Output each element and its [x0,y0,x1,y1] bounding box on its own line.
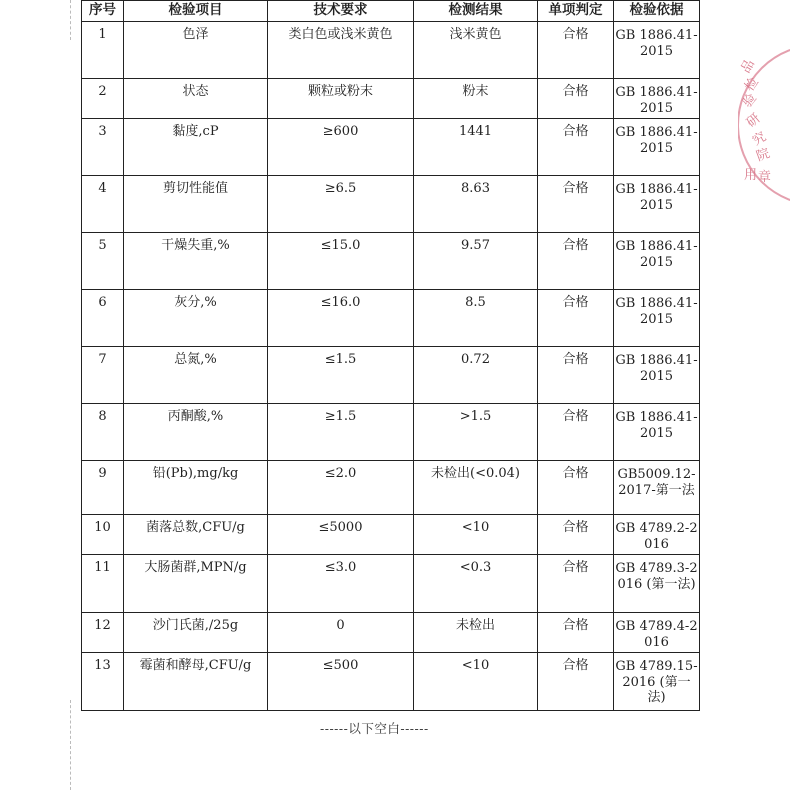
cell-result: 浅米黄色 [414,22,538,79]
cell-result: 9.57 [414,233,538,290]
cell-requirement: ≤2.0 [268,461,414,515]
cell-no: 11 [82,555,124,613]
table-row [82,613,700,653]
cell-verdict: 合格 [538,176,614,233]
cell-no: 12 [82,613,124,653]
cell-no: 4 [82,176,124,233]
cell-basis: GB 4789.15-2016 (第一法) [614,653,700,711]
table-row [82,233,700,290]
cell-requirement: 颗粒或粉末 [268,79,414,119]
cell-requirement: ≤3.0 [268,555,414,613]
cell-requirement: ≥6.5 [268,176,414,233]
cell-no: 9 [82,461,124,515]
cell-item: 沙门氏菌,/25g [124,613,268,653]
cell-result: <10 [414,515,538,555]
cell-basis: GB 4789.3-2016 (第一法) [614,555,700,613]
binding-margin-bottom [70,700,73,790]
table-row [82,347,700,404]
cell-verdict: 合格 [538,22,614,79]
cell-requirement: ≥1.5 [268,404,414,461]
header-basis: 检验依据 [614,1,700,22]
cell-basis: GB 1886.41-2015 [614,233,700,290]
cell-no: 8 [82,404,124,461]
cell-result: <0.3 [414,555,538,613]
table-row [82,176,700,233]
cell-item: 霉菌和酵母,CFU/g [124,653,268,711]
cell-basis: GB 1886.41-2015 [614,22,700,79]
cell-item: 丙酮酸,% [124,404,268,461]
cell-requirement: 类白色或浅米黄色 [268,22,414,79]
cell-basis: GB 1886.41-2015 [614,119,700,176]
cell-basis: GB 1886.41-2015 [614,79,700,119]
seal-char: 研 [743,111,764,131]
cell-item: 色泽 [124,22,268,79]
cell-result: 8.63 [414,176,538,233]
cell-item: 剪切性能值 [124,176,268,233]
table-row [82,653,700,711]
cell-result: 8.5 [414,290,538,347]
cell-requirement: ≤5000 [268,515,414,555]
cell-result: >1.5 [414,404,538,461]
table-row [82,79,700,119]
seal-char: 院 [754,146,772,165]
cell-requirement: ≤15.0 [268,233,414,290]
cell-result: <10 [414,653,538,711]
cell-item: 大肠菌群,MPN/g [124,555,268,613]
header-verdict: 单项判定 [538,1,614,22]
cell-item: 灰分,% [124,290,268,347]
cell-no: 7 [82,347,124,404]
cell-verdict: 合格 [538,515,614,555]
cell-verdict: 合格 [538,653,614,711]
cell-basis: GB 1886.41-2015 [614,404,700,461]
cell-result: 未检出 [414,613,538,653]
inspection-seal [738,40,790,210]
cell-verdict: 合格 [538,555,614,613]
cell-result: 0.72 [414,347,538,404]
cell-requirement: ≤1.5 [268,347,414,404]
cell-requirement: ≤16.0 [268,290,414,347]
cell-item: 干燥失重,% [124,233,268,290]
cell-basis: GB 1886.41-2015 [614,347,700,404]
seal-char: 检 [742,75,763,95]
cell-item: 铅(Pb),mg/kg [124,461,268,515]
cell-verdict: 合格 [538,404,614,461]
header-requirement: 技术要求 [268,1,414,22]
table-row [82,290,700,347]
cell-requirement: ≥600 [268,119,414,176]
table-row [82,119,700,176]
cell-no: 13 [82,653,124,711]
cell-requirement: 0 [268,613,414,653]
cell-item: 状态 [124,79,268,119]
table-row [82,515,700,555]
cell-no: 5 [82,233,124,290]
cell-no: 10 [82,515,124,555]
cell-basis: GB 4789.2-2016 [614,515,700,555]
table-header-row [82,1,700,22]
seal-char: 用 [744,168,758,183]
seal-char: 验 [740,90,760,111]
table-row [82,404,700,461]
cell-no: 1 [82,22,124,79]
cell-no: 6 [82,290,124,347]
inspection-results-table [81,0,700,711]
cell-verdict: 合格 [538,233,614,290]
binding-margin-top [70,0,73,40]
cell-basis: GB5009.12-2017-第一法 [614,461,700,515]
cell-verdict: 合格 [538,79,614,119]
end-of-content-note: ------以下空白------ [320,721,429,736]
cell-item: 黏度,cP [124,119,268,176]
header-item: 检验项目 [124,1,268,22]
header-result: 检测结果 [414,1,538,22]
cell-item: 菌落总数,CFU/g [124,515,268,555]
cell-result: 1441 [414,119,538,176]
table-row [82,22,700,79]
table-row [82,461,700,515]
cell-result: 未检出(<0.04) [414,461,538,515]
seal-char: 品 [738,57,758,76]
header-no: 序号 [82,1,124,22]
cell-no: 3 [82,119,124,176]
cell-verdict: 合格 [538,290,614,347]
cell-verdict: 合格 [538,119,614,176]
cell-result: 粉末 [414,79,538,119]
cell-basis: GB 1886.41-2015 [614,176,700,233]
seal-char: 究 [750,129,769,149]
cell-no: 2 [82,79,124,119]
cell-basis: GB 1886.41-2015 [614,290,700,347]
cell-basis: GB 4789.4-2016 [614,613,700,653]
table-row [82,555,700,613]
cell-verdict: 合格 [538,461,614,515]
cell-verdict: 合格 [538,347,614,404]
cell-requirement: ≤500 [268,653,414,711]
cell-item: 总氮,% [124,347,268,404]
seal-char: 章 [758,170,772,185]
cell-verdict: 合格 [538,613,614,653]
